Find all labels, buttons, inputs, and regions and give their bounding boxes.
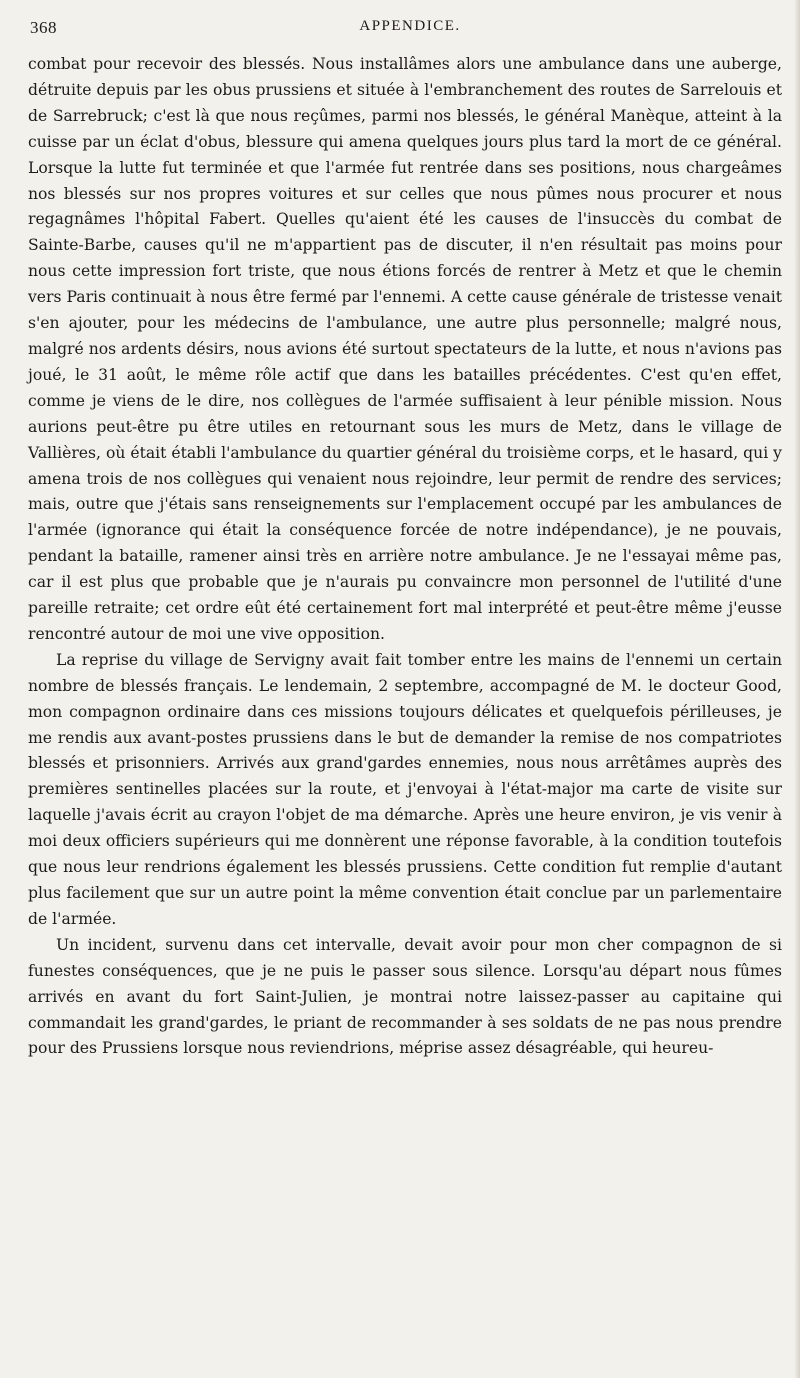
page-number: 368: [30, 18, 57, 37]
running-head: APPENDICE.: [359, 18, 461, 34]
paragraph-continued: combat pour recevoir des blessés. Nous installâmes alors une ambulance dans une auberge, détruite depuis par les obus prussiens et située à l'embranchement des routes de Sarrelouis et de Sarrebruck; c'est là que nous reçûmes, parmi nos blessés, le général Manèque, atteint à la cuisse par un éclat d'obus, blessure qui amena quelques jours plus tard la mort de ce général. Lorsque la lutte fut terminée et que l'armée fut rentrée dans ses positions, nous chargeâmes nos blessés sur nos propres voitures et sur celles que nous pûmes nous procurer et nous regagnâmes l'hôpital Fabert. Quelles qu'aient été les causes de l'insuccès du combat de Sainte-Barbe, causes qu'il ne m'appartient pas de discuter, il n'en résultait pas moins pour nous cette impression fort triste, que nous étions forcés de rentrer à Metz et que le chemin vers Paris continuait à nous être fermé par l'ennemi. A cette cause générale de tristesse venait s'en ajouter, pour les médecins de l'ambulance, une autre plus personnelle; malgré nous, malgré nos ardents désirs, nous avions été surtout spectateurs de la lutte, et nous n'avions pas joué, le 31 août, le même rôle actif que dans les batailles précédentes. C'est qu'en effet, comme je viens de le dire, nos collègues de l'armée suffisaient à leur pénible mission. Nous aurions peut-être pu être utiles en retournant sous les murs de Metz, dans le village de Vallières, où était établi l'ambulance du quartier général du troisième corps, et le hasard, qui y amena trois de nos collègues qui venaient nous rejoindre, leur permit de rendre des services; mais, outre que j'étais sans renseignements sur l'emplacement occupé par les ambulances de l'armée (ignorance qui était la conséquence forcée de notre indépendance), je ne pouvais, pendant la bataille, ramener ainsi très en arrière notre ambulance. Je ne l'essayai même pas, car il est plus que probable que je n'aurais pu convaincre mon personnel de l'utilité d'une pareille retraite; cet ordre eût été certainement fort mal interprété et peut-être même j'eusse rencontré autour de moi une vive opposition.: [28, 55, 782, 643]
page-edge-shadow: [794, 0, 800, 1378]
paragraph: La reprise du village de Servigny avait fait tomber entre les mains de l'ennemi un certain nombre de blessés français. Le lendemain, 2 septembre, accompagné de M. le docteur Good, mon compagnon ordinaire dans ces missions toujours délicates et quelquefois périlleuses, je me rendis aux avant-postes prussiens dans le but de demander la remise de nos compatriotes blessés et prisonniers. Arrivés aux grand'gardes ennemies, nous nous arrêtâmes auprès des premières sentinelles placées sur la route, et j'envoyai à l'état-major ma carte de visite sur laquelle j'avais écrit au crayon l'objet de ma démarche. Après une heure environ, je vis venir à moi deux officiers supérieurs qui me donnèrent une réponse favorable, à la condition toutefois que nous leur rendrions également les blessés prussiens. Cette condition fut remplie d'autant plus facilement que sur un autre point la même convention était conclue par un parlementaire de l'armée.: [28, 650, 782, 928]
paragraph: Un incident, survenu dans cet intervalle, devait avoir pour mon cher compagnon de si funestes conséquences, que je ne puis le passer sous silence. Lorsqu'au départ nous fûmes arrivés en avant du fort Saint-Julien, je montrai notre laissez-passer au capitaine qui commandait les grand'gardes, le priant de recommander à ses soldats de ne pas nous prendre pour des Prussiens lorsque nous reviendrions, méprise assez désagréable, qui heureu-: [28, 935, 782, 1058]
page-header: [30, 14, 790, 44]
body-text: [28, 52, 782, 1062]
